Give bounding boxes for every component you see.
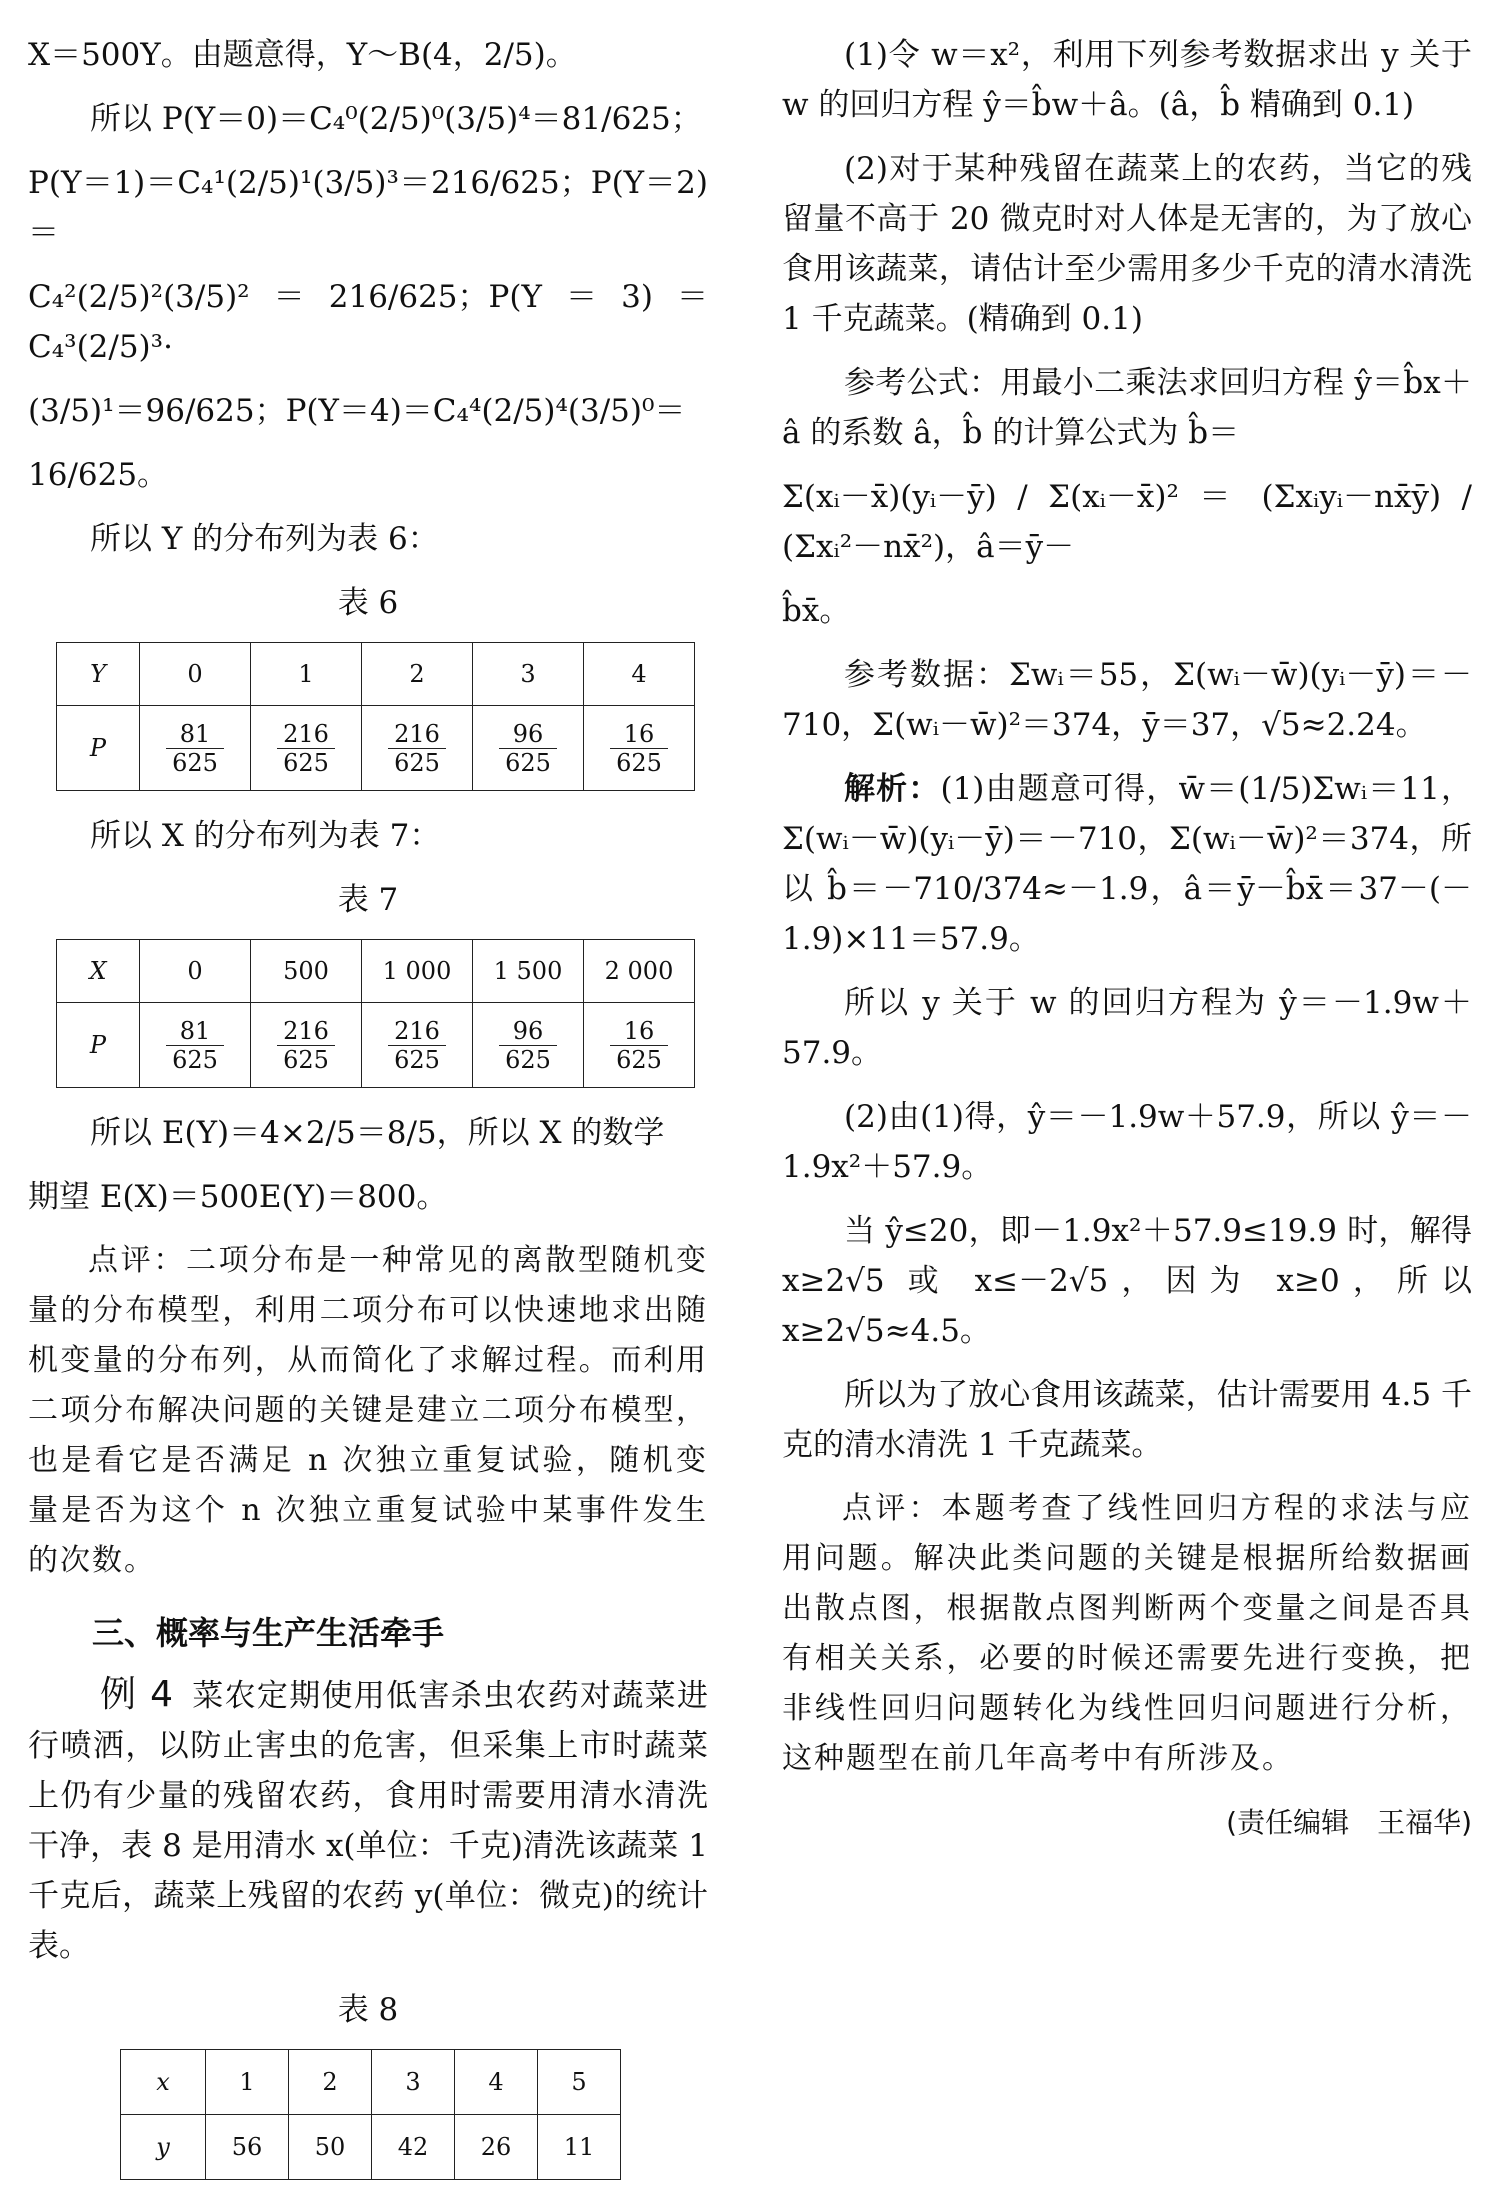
paragraph: 所以 Y 的分布列为表 6： — [90, 521, 439, 557]
table-cell: 56 — [206, 2115, 289, 2180]
table-caption: 表 7 — [337, 882, 399, 918]
fraction-denominator: 625 — [283, 1045, 329, 1074]
solution-label: 解析： — [844, 771, 941, 807]
table-cell — [584, 706, 695, 791]
table-7 — [56, 939, 695, 1088]
table-cell: 1 — [206, 2050, 289, 2115]
table-cell: 1 — [251, 643, 362, 706]
fraction-numerator: 216 — [277, 720, 335, 749]
solution-paragraph: 所以 y 关于 w 的回归方程为 ŷ＝－1.9w＋57.9。 — [782, 985, 1472, 1071]
table-cell: 4 — [584, 643, 695, 706]
question-1: (1)令 w＝x²，利用下列参考数据求出 y 关于 w 的回归方程 ŷ＝b̂w＋â。(â，b̂ 精确到 0.1) — [782, 37, 1472, 123]
table-cell — [251, 1003, 362, 1088]
table-cell: P — [57, 1003, 140, 1088]
fraction-numerator: 16 — [610, 720, 668, 749]
example-paragraph — [28, 1670, 708, 1971]
reference-formula-fraction: Σ(xᵢ－x̄)(yᵢ－ȳ) / Σ(xᵢ－x̄)² ＝ (Σxᵢyᵢ－nx̄ȳ) / (Σxᵢ²－nx̄²)，â＝ȳ－ — [782, 479, 1472, 565]
fraction-denominator: 625 — [505, 748, 551, 777]
table-cell: P — [57, 706, 140, 791]
table-cell: 2 000 — [584, 940, 695, 1003]
table-cell: 1 500 — [473, 940, 584, 1003]
table-cell: 3 — [473, 643, 584, 706]
table-cell: 5 — [538, 2050, 621, 2115]
table-cell: 50 — [289, 2115, 372, 2180]
fraction-denominator: 625 — [394, 1045, 440, 1074]
solution-paragraph: (2)由(1)得，ŷ＝－1.9w＋57.9，所以 ŷ＝－1.9x²＋57.9。 — [782, 1099, 1472, 1185]
table-cell: 11 — [538, 2115, 621, 2180]
table-cell — [584, 1003, 695, 1088]
table-cell: 4 — [455, 2050, 538, 2115]
fraction-denominator: 625 — [505, 1045, 551, 1074]
paragraph: (3/5)¹＝96/625；P(Y＝4)＝C₄⁴(2/5)⁴(3/5)⁰＝ — [28, 393, 686, 429]
table-8 — [120, 2049, 621, 2180]
reference-formula-end: b̂x̄。 — [782, 593, 851, 629]
paragraph: 所以 X 的分布列为表 7： — [90, 818, 441, 854]
example-text: 菜农定期使用低害杀虫农药对蔬菜进行喷洒，以防止害虫的危害，但采集上市时蔬菜上仍有少量的残留农药，食用时需要用清水清洗干净，表 8 是用清水 x(单位：千克)清洗该蔬菜 1 千克后，蔬菜上残留的农药 y(单位：微克)的统计表。 — [28, 1678, 708, 1964]
paragraph: 所以 E(Y)＝4×2/5＝8/5，所以 X 的数学 — [90, 1115, 665, 1151]
paragraph: C₄²(2/5)²(3/5)²＝216/625；P(Y＝3)＝C₄³(2/5)³· — [28, 279, 708, 365]
table-cell — [140, 706, 251, 791]
table-cell — [473, 1003, 584, 1088]
fraction-denominator: 625 — [283, 748, 329, 777]
table-cell: y — [121, 2115, 206, 2180]
fraction-numerator: 81 — [166, 1017, 224, 1046]
table-cell — [362, 706, 473, 791]
fraction-numerator: 81 — [166, 720, 224, 749]
reference-data: 参考数据：Σwᵢ＝55，Σ(wᵢ－w̄)(yᵢ－ȳ)＝－710，Σ(wᵢ－w̄)²＝374，ȳ＝37，√5≈2.24。 — [782, 657, 1472, 743]
table-cell — [140, 1003, 251, 1088]
fraction-denominator: 625 — [172, 748, 218, 777]
left-column — [28, 30, 708, 2180]
table-cell — [251, 706, 362, 791]
fraction-numerator: 16 — [610, 1017, 668, 1046]
table-caption: 表 8 — [337, 1992, 399, 2028]
table-cell: 2 — [289, 2050, 372, 2115]
fraction-denominator: 625 — [172, 1045, 218, 1074]
remark: 点评：本题考查了线性回归方程的求法与应用问题。解决此类问题的关键是根据所给数据画出散点图，根据散点图判断两个变量之间是否具有相关关系，必要的时候还需要先进行变换，把非线性回归问题转化为线性回归问题进行分析，这种题型在前几年高考中有所涉及。 — [782, 1491, 1472, 1776]
fraction-numerator: 96 — [499, 720, 557, 749]
reference-formula: 参考公式：用最小二乘法求回归方程 ŷ＝b̂x＋â 的系数 â，b̂ 的计算公式为 b̂＝ — [782, 365, 1472, 451]
section-heading: 三、概率与生产生活牵手 — [92, 1614, 445, 1652]
table-cell: 26 — [455, 2115, 538, 2180]
table-cell: 42 — [372, 2115, 455, 2180]
fraction-denominator: 625 — [616, 748, 662, 777]
fraction-numerator: 216 — [388, 720, 446, 749]
solution-paragraph: 所以为了放心食用该蔬菜，估计需要用 4.5 千克的清水清洗 1 千克蔬菜。 — [782, 1377, 1472, 1463]
remark: 点评：二项分布是一种常见的离散型随机变量的分布模型，利用二项分布可以快速地求出随机变量的分布列，从而简化了求解过程。而利用二项分布解决问题的关键是建立二项分布模型，也是看它是否满足 n 次独立重复试验，随机变量是否为这个 n 次独立重复试验中某事件发生的次数。 — [28, 1243, 708, 1578]
solution-paragraph: 当 ŷ≤20，即－1.9x²＋57.9≤19.9 时，解得 x≥2√5 或 x≤－2√5，因为 x≥0，所以 x≥2√5≈4.5。 — [782, 1213, 1472, 1349]
table-cell: 3 — [372, 2050, 455, 2115]
paragraph: 期望 E(X)＝500E(Y)＝800。 — [28, 1179, 448, 1215]
fraction-denominator: 625 — [616, 1045, 662, 1074]
paragraph: 16/625。 — [28, 457, 169, 493]
fraction-numerator: 96 — [499, 1017, 557, 1046]
solution-text: (1)由题意可得，w̄＝(1/5)Σwᵢ＝11，Σ(wᵢ－w̄)(yᵢ－ȳ)＝－710，Σ(wᵢ－w̄)²＝374，所以 b̂＝－710/374≈－1.9，â＝ȳ－b̂x̄＝37－(－1.9)×11＝57.9。 — [782, 771, 1472, 957]
table-caption: 表 6 — [337, 585, 399, 621]
right-column — [782, 30, 1472, 1848]
table-cell: X — [57, 940, 140, 1003]
table-cell: Y — [57, 643, 140, 706]
table-cell: x — [121, 2050, 206, 2115]
fraction-denominator: 625 — [394, 748, 440, 777]
solution-part-1 — [782, 764, 1472, 964]
table-cell: 1 000 — [362, 940, 473, 1003]
table-cell: 2 — [362, 643, 473, 706]
example-label: 例 4 — [100, 1674, 173, 1715]
paragraph: P(Y＝1)＝C₄¹(2/5)¹(3/5)³＝216/625；P(Y＝2)＝ — [28, 165, 708, 251]
table-cell — [362, 1003, 473, 1088]
table-cell — [473, 706, 584, 791]
table-cell: 0 — [140, 940, 251, 1003]
fraction-numerator: 216 — [388, 1017, 446, 1046]
paragraph: X＝500Y。由题意得，Y～B(4，2/5)。 — [28, 37, 577, 73]
table-6 — [56, 642, 695, 791]
question-2: (2)对于某种残留在蔬菜上的农药，当它的残留量不高于 20 微克时对人体是无害的，为了放心食用该蔬菜，请估计至少需用多少千克的清水清洗 1 千克蔬菜。(精确到 0.1) — [782, 151, 1472, 337]
paragraph: 所以 P(Y＝0)＝C₄⁰(2/5)⁰(3/5)⁴＝81/625； — [90, 101, 702, 137]
table-cell: 0 — [140, 643, 251, 706]
table-cell: 500 — [251, 940, 362, 1003]
editor-credit: (责任编辑 王福华) — [1226, 1806, 1472, 1839]
fraction-numerator: 216 — [277, 1017, 335, 1046]
